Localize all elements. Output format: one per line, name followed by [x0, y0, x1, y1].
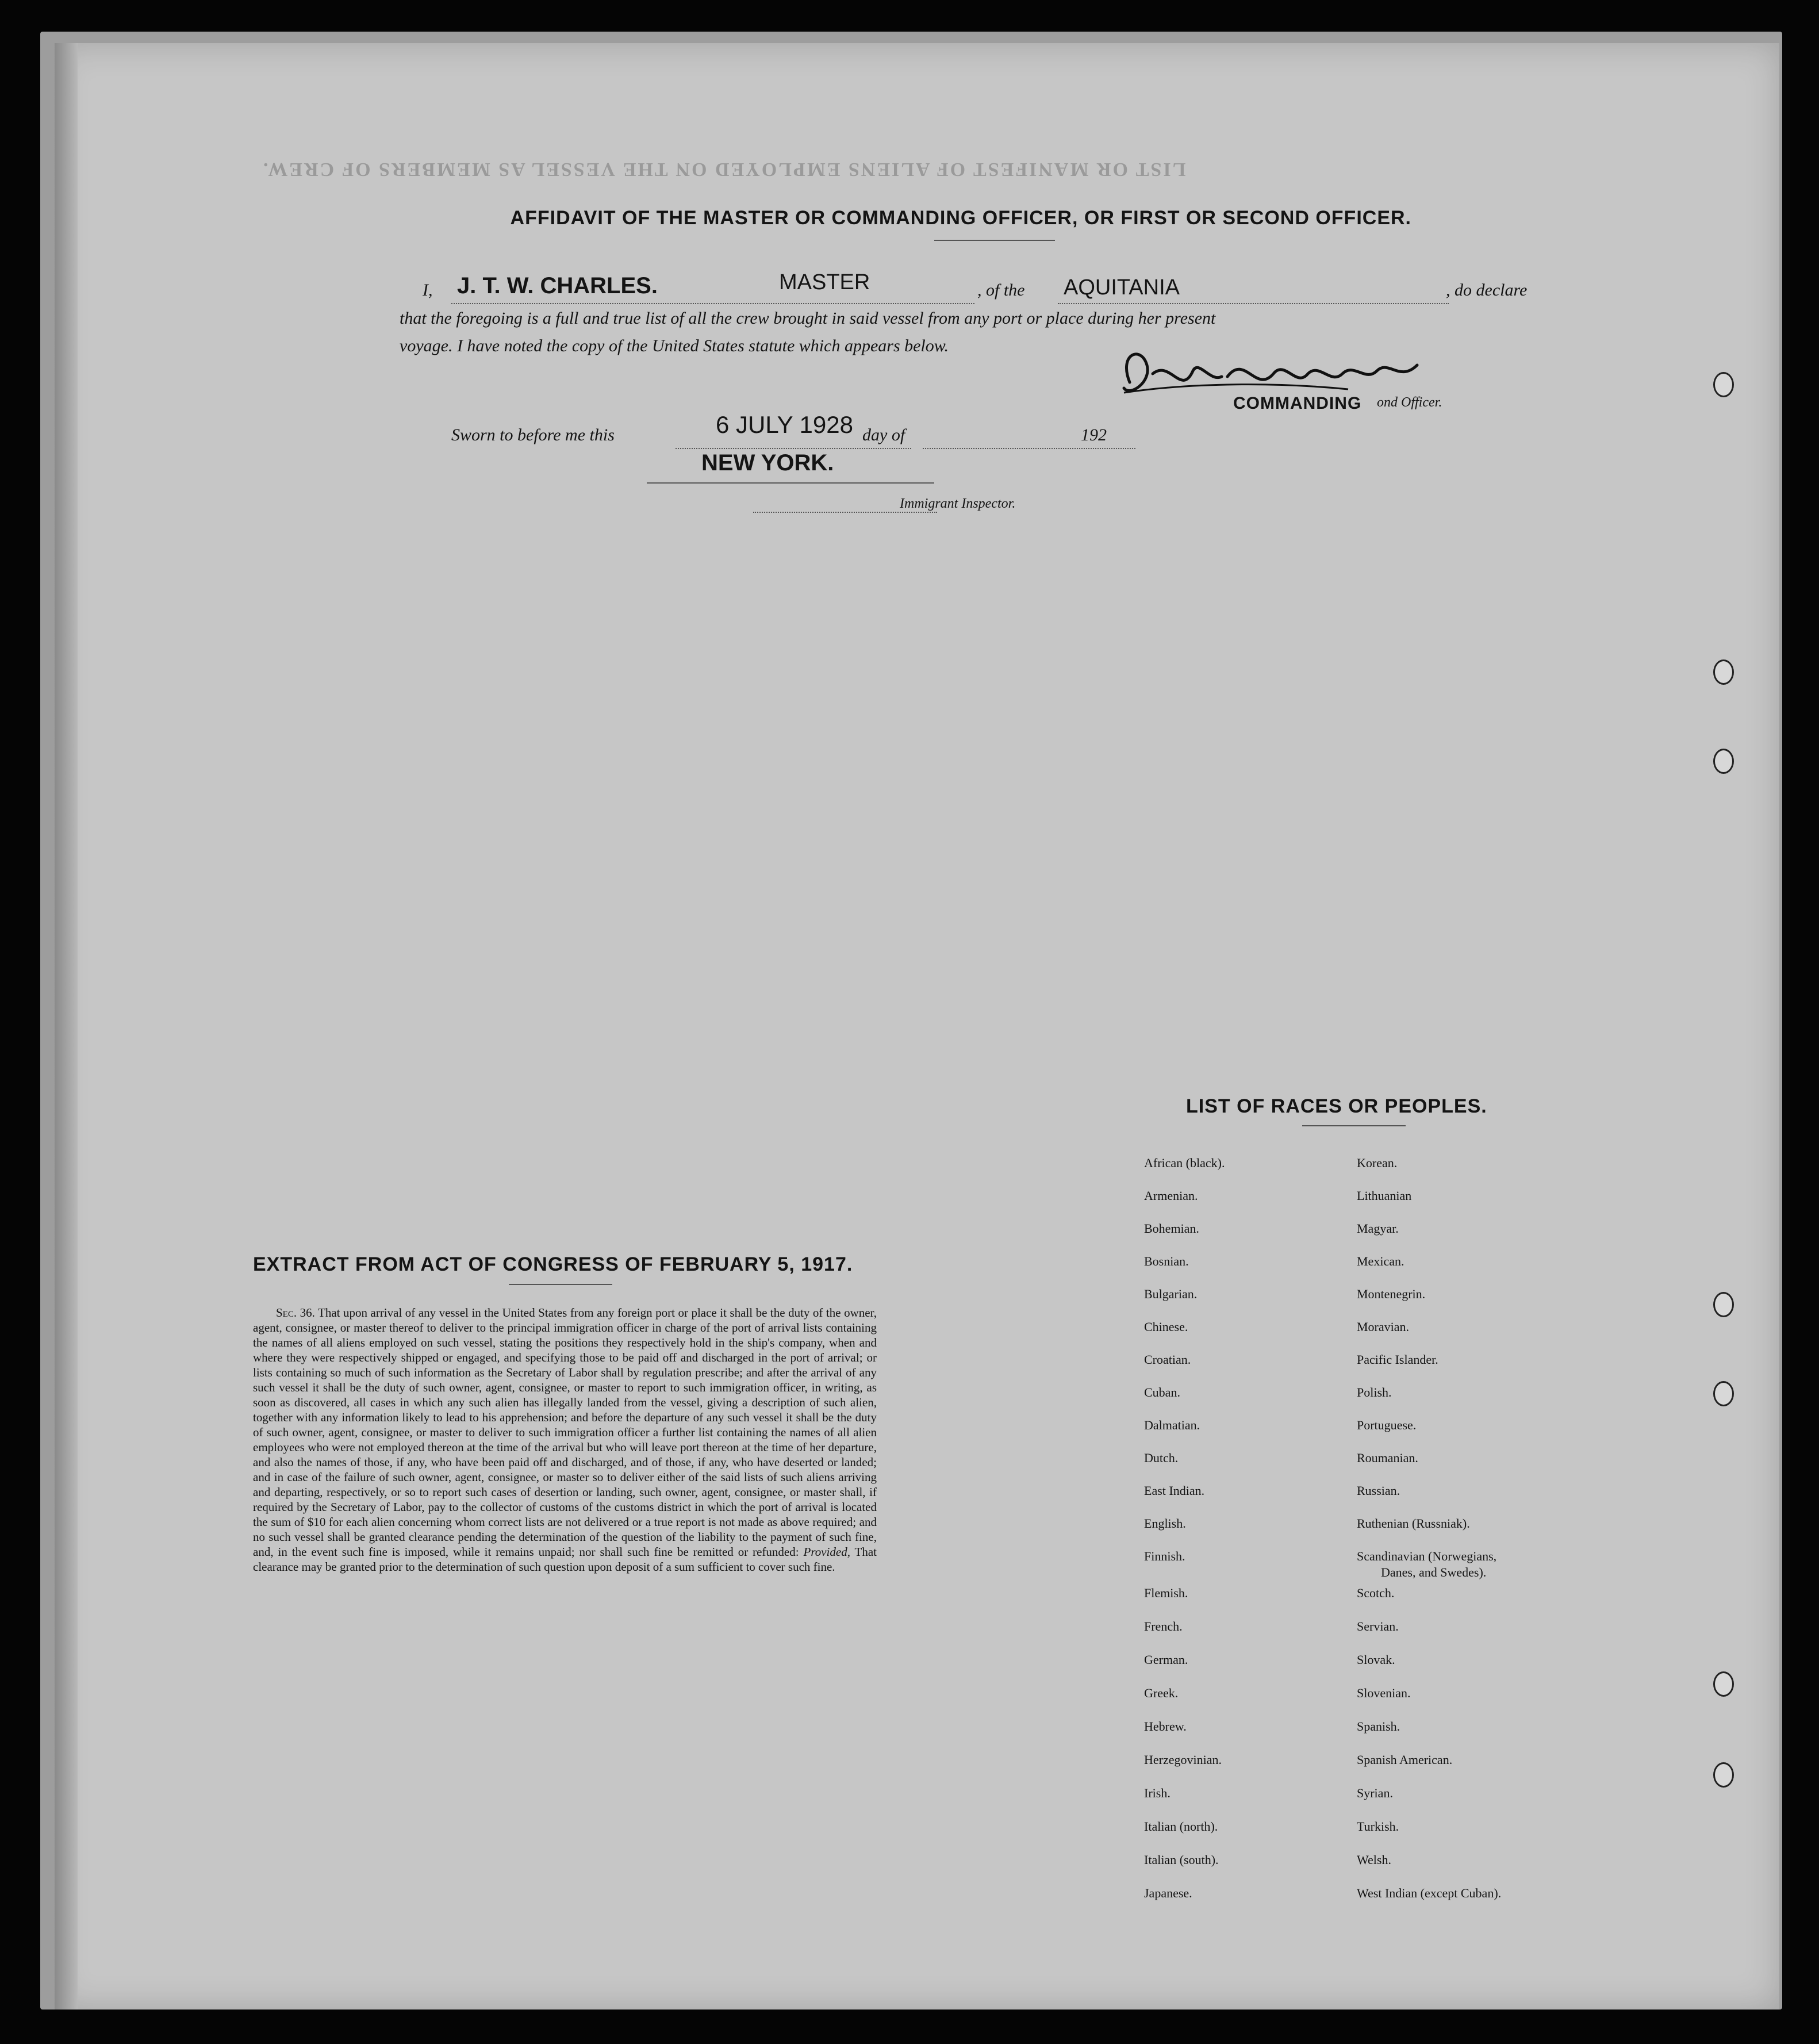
provided-text: That clearance may be granted prior to the determination of such question upon deposit of a sum sufficient to cover such fine.	[253, 1545, 877, 1574]
race-item: Turkish.	[1357, 1819, 1399, 1834]
race-item: Spanish.	[1357, 1719, 1400, 1734]
extract-body	[253, 1305, 877, 1574]
race-item: French.	[1144, 1619, 1183, 1633]
race-item: Bohemian.	[1144, 1221, 1199, 1236]
do-declare-label: , do declare	[1446, 281, 1528, 300]
race-item: Cuban.	[1144, 1385, 1180, 1399]
punch-hole	[1713, 659, 1734, 685]
race-item: Servian.	[1357, 1619, 1399, 1633]
race-item: East Indian.	[1144, 1483, 1205, 1498]
bleed-through-text: LIST OR MANIFEST OF ALIENS EMPLOYED ON THE VESSEL AS MEMBERS OF CREW.	[262, 159, 1186, 180]
race-item: Bulgarian.	[1144, 1287, 1198, 1301]
vessel-name: AQUITANIA	[1064, 275, 1180, 300]
punch-hole	[1713, 749, 1734, 774]
officer-suffix: ond Officer.	[1377, 395, 1442, 410]
race-item: Roumanian.	[1357, 1451, 1418, 1465]
race-item: Portuguese.	[1357, 1418, 1417, 1432]
race-item: Croatian.	[1144, 1352, 1191, 1367]
place-underline	[647, 482, 934, 484]
race-item: African (black).	[1144, 1156, 1225, 1170]
inspector-line	[753, 512, 937, 513]
race-item: Pacific Islander.	[1357, 1352, 1438, 1367]
race-item: Polish.	[1357, 1385, 1392, 1399]
race-item: Scotch.	[1357, 1586, 1395, 1600]
of-the-label: , of the	[977, 281, 1025, 300]
sworn-place: NEW YORK.	[701, 450, 834, 475]
title-underline	[934, 240, 1055, 241]
race-item: Ruthenian (Russniak).	[1357, 1516, 1470, 1531]
year-prefix: 192	[1081, 425, 1107, 444]
section-text: That upon arrival of any vessel in the United States from any foreign port or place it shall be the duty of the owner, agent, consignee, or master thereof to deliver to the principal immigration officer in charge of the port of arrival lists containing the names of all aliens employed on such vessel, stating the positions they respectively hold in the ship's company, when and where they were respectively shipped or engaged, and specifying those to be paid off and discharged in the port of arrival; or lists containing so much of such information as the Secretary of Labor shall by regulation prescribe; and after the arrival of any such vessel it shall be the duty of such owner, agent, consignee, or master to report to such immigration officer, in writing, as soon as discovered, all cases in which any such alien has illegally landed from the vessel, giving a description of such alien, together with any information likely to lead to his apprehension; and before the departure of any such vessel it shall be the duty of such owner, agent, consignee, or master to deliver to such immigration officer a further list containing the names of all alien employees who were not employed thereon at the time of the arrival but who will leave port thereon at the time of her departure, and also the names of those, if any, who have been paid off and discharged, and of those, if any, who have deserted or landed; and in case of the failure of such owner, agent, consignee, or master so to deliver either of the said lists of such aliens arriving and departing, respectively, or so to report such cases of desertion or landing, such owner, agent, consignee, or master shall, if required by the Secretary of Labor, pay to the collector of customs of the customs district in which the port of arrival is located the sum of $10 for each alien concerning whom correct lists are not delivered or a true report is not made as above required; and no such vessel shall be granted clearance pending the determination of the question of the liability to the payment of such fine, and, in the event such fine is imposed, while it remains unpaid; nor shall such fine be remitted or refunded:	[253, 1306, 877, 1559]
inspector-label: Immigrant Inspector.	[900, 496, 1016, 511]
month-line	[923, 448, 1135, 449]
name-line	[451, 303, 974, 304]
extract-title: EXTRACT FROM ACT OF CONGRESS OF FEBRUARY 5, 1917.	[253, 1253, 853, 1275]
race-item: Scandinavian (Norwegians,	[1357, 1549, 1497, 1563]
punch-hole	[1713, 1671, 1734, 1697]
manifest-page	[55, 43, 1779, 2010]
punch-hole	[1713, 1292, 1734, 1317]
race-item: English.	[1144, 1516, 1186, 1531]
race-item: Slovenian.	[1357, 1686, 1411, 1700]
punch-hole	[1713, 1381, 1734, 1406]
master-name: J. T. W. CHARLES.	[457, 273, 658, 298]
race-item: Italian (south).	[1144, 1853, 1219, 1867]
day-of-label: day of	[862, 425, 905, 444]
race-item: Dutch.	[1144, 1451, 1179, 1465]
race-item: Magyar.	[1357, 1221, 1399, 1236]
commanding-stamp: COMMANDING	[1233, 394, 1362, 413]
page-edge	[55, 43, 78, 2010]
provided-label: Provided,	[803, 1545, 850, 1559]
section-label: Sec. 36.	[276, 1306, 315, 1320]
race-item: Mexican.	[1357, 1254, 1404, 1268]
sworn-prefix: Sworn to before me this	[451, 425, 615, 444]
declaration-line-3: voyage. I have noted the copy of the United States statute which appears below.	[400, 336, 949, 355]
race-item: Montenegrin.	[1357, 1287, 1426, 1301]
extract-title-underline	[509, 1284, 612, 1285]
race-item: Russian.	[1357, 1483, 1400, 1498]
race-item: Finnish.	[1144, 1549, 1185, 1563]
race-item: Flemish.	[1144, 1586, 1188, 1600]
race-item: Syrian.	[1357, 1786, 1393, 1800]
race-item: Dalmatian.	[1144, 1418, 1200, 1432]
race-item: Irish.	[1144, 1786, 1171, 1800]
punch-hole	[1713, 1762, 1734, 1788]
race-item: Moravian.	[1357, 1320, 1410, 1334]
race-item: Italian (north).	[1144, 1819, 1218, 1834]
pronoun: I,	[423, 281, 433, 300]
race-item: Spanish American.	[1357, 1752, 1453, 1767]
declaration-line-2: that the foregoing is a full and true list of all the crew brought in said vessel from any port or place during her present	[400, 309, 1216, 328]
rank: MASTER	[779, 270, 870, 294]
race-item: Lithuanian	[1357, 1188, 1412, 1203]
sworn-date-line	[676, 448, 911, 449]
race-item: Armenian.	[1144, 1188, 1198, 1203]
race-item: Welsh.	[1357, 1853, 1391, 1867]
race-item: Herzegovinian.	[1144, 1752, 1222, 1767]
races-title-underline	[1302, 1125, 1406, 1126]
punch-hole	[1713, 372, 1734, 397]
vessel-line	[1058, 303, 1449, 304]
sworn-date: 6 JULY 1928	[716, 411, 853, 438]
race-item: Hebrew.	[1144, 1719, 1187, 1734]
race-item: German.	[1144, 1652, 1188, 1667]
race-item: Chinese.	[1144, 1320, 1188, 1334]
race-item: Korean.	[1357, 1156, 1398, 1170]
race-item: Slovak.	[1357, 1652, 1395, 1667]
race-item: West Indian (except Cuban).	[1357, 1886, 1502, 1900]
races-title: LIST OF RACES OR PEOPLES.	[1186, 1095, 1487, 1117]
race-item: Japanese.	[1144, 1886, 1192, 1900]
race-item: Bosnian.	[1144, 1254, 1189, 1268]
affidavit-title: AFFIDAVIT OF THE MASTER OR COMMANDING OFFICER, OR FIRST OR SECOND OFFICER.	[510, 207, 1411, 229]
race-item-continuation: Danes, and Swedes).	[1381, 1565, 1487, 1579]
race-item: Greek.	[1144, 1686, 1179, 1700]
